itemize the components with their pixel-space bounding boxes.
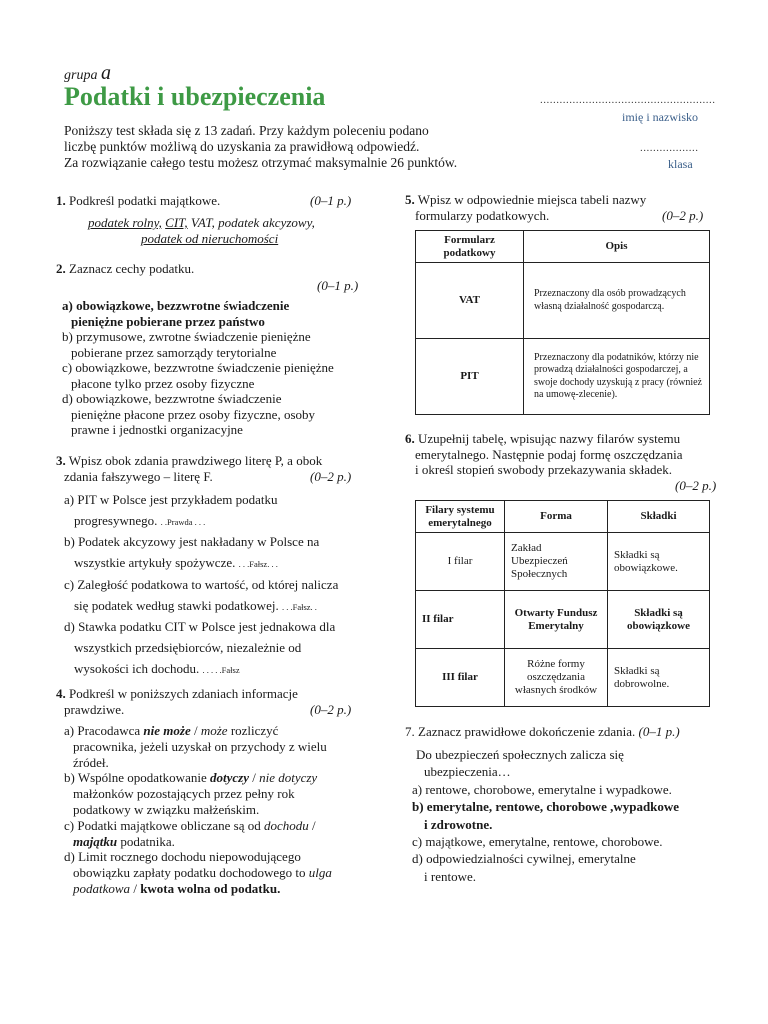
question-6-prompt [405, 431, 682, 478]
form-cell-pit[interactable]: PIT [416, 339, 524, 415]
form-cell-vat[interactable]: VAT [416, 263, 524, 339]
option-b[interactable]: i zdrowotne. [424, 816, 493, 832]
question-4-prompt [56, 686, 298, 717]
question-text: Wpisz obok zdania prawdziwego literę P, a obok [68, 453, 323, 468]
statement-b: wszystkie artykuły spożywcze. [74, 555, 236, 571]
question-number: 7. [405, 724, 415, 739]
test-instructions [64, 123, 484, 171]
choice-kwota-wolna[interactable]: kwota wolna od podatku [140, 880, 278, 896]
statement-c: c) Zaległość podatkowa to wartość, od której nalicza [64, 576, 339, 592]
pillar-name-cell[interactable]: II filar [416, 591, 505, 649]
option-cit[interactable]: CIT, [165, 215, 188, 230]
intro-line: Za rozwiązanie całego testu możesz otrzymać maksymalnie 26 punktów. [64, 155, 458, 170]
option-line: pieniężne płacone przez osoby fizyczne, osoby [71, 406, 316, 422]
question-number: 4. [56, 686, 66, 701]
question-5-points: (0–2 p.) [662, 208, 704, 223]
pillar-form-cell[interactable]: Zakład Ubezpieczeń Społecznych [505, 533, 608, 591]
answer-field-b[interactable]: . . .Fałsz. . . [238, 559, 278, 570]
option-c[interactable] [62, 360, 334, 391]
option-line: a) obowiązkowe, bezzwrotne świadczenie [62, 298, 290, 313]
intro-line: liczbę punktów możliwą do uzyskania za prawidłową odpowiedź. [64, 139, 420, 154]
class-field-label: klasa [668, 157, 693, 171]
option-line: c) obowiązkowe, bezzwrotne świadczenie pieniężne [62, 360, 334, 375]
answer-field-c[interactable]: . . .Fałsz. . [281, 601, 317, 612]
option-podatek-rolny[interactable]: podatek rolny, [88, 215, 162, 230]
question-text: prawdziwe. [64, 701, 125, 717]
sentence-text: podatnika. [117, 833, 175, 849]
description-cell: Przeznaczony dla osób prowadzących własną działalność gospodarczą. [524, 263, 710, 339]
option-a[interactable]: a) rentowe, chorobowe, emerytalne i wypadkowe. [412, 781, 672, 797]
sentence-text: b) Wspólne opodatkowanie [64, 770, 210, 786]
question-text: Podkreśl w poniższych zdaniach informacje [69, 686, 298, 701]
question-7-prompt [405, 724, 680, 740]
question-text: formularzy podatkowych. [415, 207, 550, 223]
sentence-text: rozliczyć [227, 723, 279, 738]
group-letter: a [100, 62, 111, 84]
sentence-b [64, 770, 332, 786]
sentence-text: małżonków pozostających przez pełny rok [73, 786, 295, 802]
description-cell: Przeznaczony dla podatników, którzy nie prowadzą działalności gospodarczej, a swoje dochody uzyskują z pracy (również na umowę-zlecenie). [524, 339, 710, 415]
sentence-c [64, 818, 332, 834]
sentence-text: c) Podatki majątkowe obliczane są od [64, 817, 264, 833]
question-text: Zaznacz cechy podatku. [69, 261, 195, 276]
question-6-points: (0–2 p.) [675, 478, 717, 493]
question-text: Zaznacz prawidłowe dokończenie zdania. [418, 724, 636, 739]
question-number: 1. [56, 193, 66, 208]
answer-field-a[interactable]: . .Prawda . . . [160, 516, 206, 527]
option-podatek-od-nieruchomosci[interactable]: podatek od nieruchomości [141, 231, 279, 246]
choice-nie-moze[interactable]: nie może [143, 723, 191, 738]
option-line: pieniężne pobierane przez państwo [71, 313, 265, 329]
pillar-name-cell[interactable]: III filar [416, 649, 505, 707]
question-2-options [62, 298, 334, 438]
question-text: Podkreśl podatki majątkowe. [69, 193, 221, 208]
question-2-prompt [56, 261, 194, 277]
choice-dotyczy[interactable]: dotyczy [209, 770, 249, 786]
choice-majatku[interactable]: majątku [73, 833, 118, 849]
group-word: grupa [64, 68, 98, 83]
option-line: b) przymusowe, zwrotne świadczenie pieniężne [62, 329, 311, 344]
question-number: 3. [56, 453, 66, 468]
option-vat-akcyzowy[interactable]: VAT, podatek akcyzowy, [190, 215, 315, 230]
choice-dochodu[interactable]: dochodu [264, 817, 309, 833]
column-header-form: Formularz podatkowy [416, 231, 524, 263]
question-3-prompt [56, 453, 322, 484]
question-1-points: (0–1 p.) [310, 193, 352, 208]
question-2-points: (0–1 p.) [317, 278, 359, 293]
question-text: i określ stopień swobody przekazywania składek. [415, 462, 673, 477]
choice-ulga-podatkowa[interactable]: ulga [308, 865, 332, 881]
option-a[interactable] [62, 298, 334, 329]
sentence-text: obowiązku zapłaty podatku dochodowego to [73, 865, 309, 881]
question-7-points: (0–1 p.) [638, 724, 680, 739]
statement-a: progresywnego. [74, 512, 158, 528]
question-text: Uzupełnij tabelę, wpisując nazwy filarów systemu [418, 431, 681, 446]
intro-line: Poniższy test składa się z 13 zadań. Przy każdym poleceniu podano [64, 123, 429, 138]
column-header-form: Forma [505, 501, 608, 533]
option-c[interactable]: c) majątkowe, emerytalne, rentowe, chorobowe. [412, 834, 663, 850]
pillar-contribution-cell[interactable]: Składki są obowiązkowe. [608, 533, 710, 591]
question-7-options [412, 746, 680, 885]
option-line: pobierane przez samorządy terytorialne [71, 344, 277, 360]
statement-a: a) PIT w Polsce jest przykładem podatku [64, 492, 278, 507]
choice-separator: / [130, 880, 141, 896]
question-text: zdania fałszywego – literę F. [64, 468, 213, 484]
choice-ulga-podatkowa[interactable]: podatkowa [73, 880, 131, 896]
option-d[interactable]: d) odpowiedzialności cywilnej, emerytalne [412, 851, 636, 867]
pillar-form-cell[interactable]: Różne formy oszczędzania własnych środków [505, 649, 608, 707]
pension-pillars-table [415, 500, 710, 707]
sentence-text: źródeł. [73, 754, 109, 770]
statement-b: b) Podatek akcyzowy jest nakładany w Polsce na [64, 534, 320, 550]
statement-c: się podatek według stawki podatkowej. [74, 597, 279, 613]
question-stem: Do ubezpieczeń społecznych zalicza się [416, 747, 624, 762]
question-1-options [88, 215, 315, 231]
statement-d: wszystkich przedsiębiorców, niezależnie od [74, 639, 302, 655]
column-header-pillars: Filary systemu emerytalnego [416, 501, 505, 533]
sentence-text: pracownika, jeżeli uzyskał on przychody z wielu [73, 738, 327, 754]
tax-forms-table [415, 230, 710, 415]
sentence-text: podatkowy w związku małżeńskim. [73, 801, 260, 817]
name-field-dots[interactable]: ...................................................... [540, 94, 716, 106]
column-header-contributions: Składki [608, 501, 710, 533]
pillar-contribution-cell[interactable]: Składki są dobrowolne. [608, 649, 710, 707]
question-number: 6. [405, 431, 415, 446]
sentence-d: d) Limit rocznego dochodu niepowodującego [64, 849, 301, 865]
option-d[interactable] [62, 391, 334, 438]
question-text: Wpisz w odpowiednie miejsca tabeli nazwy [417, 192, 647, 207]
sentence-text: a) Pracodawca [64, 723, 144, 738]
question-1-prompt [56, 193, 220, 209]
pillar-name-cell[interactable]: I filar [416, 533, 505, 591]
pillar-contribution-cell[interactable]: Składki są obowiązkowe [608, 591, 710, 649]
option-line: d) obowiązkowe, bezzwrotne świadczenie [62, 391, 282, 406]
option-line: płacone tylko przez osoby fizyczne [71, 375, 255, 391]
question-4-points: (0–2 p.) [310, 702, 352, 717]
question-number: 2. [56, 261, 66, 276]
choice-separator: / [308, 817, 316, 833]
question-number: 5. [405, 192, 415, 207]
name-field-label: imię i nazwisko [622, 110, 698, 124]
choice-nie-dotyczy[interactable]: nie dotyczy [259, 770, 318, 786]
choice-separator: / [248, 770, 260, 786]
column-header-description: Opis [524, 231, 710, 263]
pillar-form-cell[interactable]: Otwarty Fundusz Emerytalny [505, 591, 608, 649]
statement-d: d) Stawka podatku CIT w Polsce jest jednakowa dla [64, 619, 336, 635]
option-line: prawne i jednostki organizacyjne [71, 422, 243, 437]
page-title: Podatki i ubezpieczenia [64, 82, 326, 111]
question-3-statements [64, 490, 338, 680]
choice-separator: / [190, 723, 201, 738]
sentence-text: . [277, 880, 281, 896]
question-3-points: (0–2 p.) [310, 469, 352, 484]
option-d[interactable]: i rentowe. [424, 868, 476, 884]
class-field-dots[interactable]: .................. [640, 142, 699, 154]
sentence-a [64, 723, 332, 739]
question-5-prompt [405, 192, 646, 223]
answer-field-d[interactable]: . . . . .Fałsz [202, 664, 240, 675]
option-b[interactable] [62, 329, 334, 360]
question-stem: ubezpieczenia… [424, 764, 511, 780]
statement-d: wysokości ich dochodu. [74, 660, 200, 676]
option-b[interactable]: b) emerytalne, rentowe, chorobowe ,wypadkowe [412, 799, 680, 815]
question-4-sentences [64, 723, 332, 897]
question-text: emerytalnego. Następnie podaj formę oszczędzania [415, 446, 683, 462]
choice-moze[interactable]: może [200, 723, 228, 738]
